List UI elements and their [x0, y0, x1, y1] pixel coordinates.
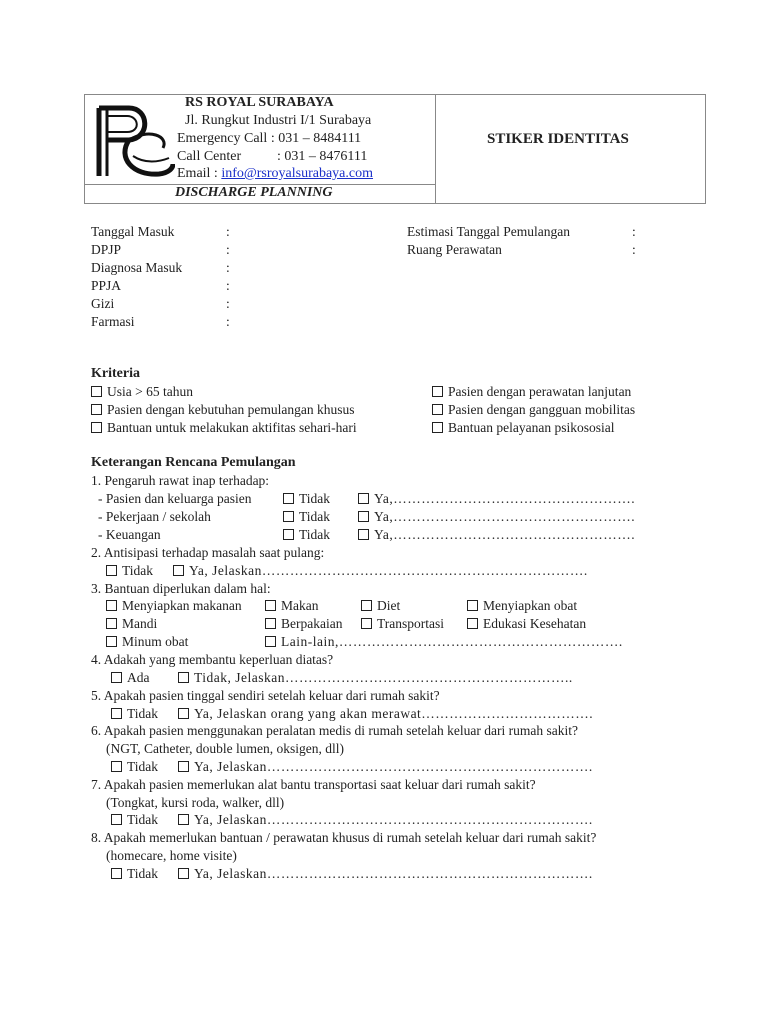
checkbox[interactable] [467, 600, 478, 611]
option-label: Edukasi Kesehatan [483, 616, 587, 631]
checkbox[interactable] [283, 529, 294, 540]
q2-yes-option[interactable] [173, 563, 588, 579]
question-3: 3. Bantuan diperlukan dalam hal: [91, 581, 271, 596]
rs-monogram-logo-icon [89, 98, 175, 182]
checkbox[interactable] [283, 511, 294, 522]
option-label: Tidak [127, 759, 159, 774]
kriteria-label: Pasien dengan gangguan mobilitas [448, 402, 636, 417]
header-divider-vertical [435, 95, 436, 203]
checkbox[interactable] [358, 511, 369, 522]
option-label: Diet [377, 598, 401, 613]
q3-option[interactable] [106, 616, 157, 632]
q1-row-label: - Pekerjaan / sekolah [98, 509, 211, 524]
q3-option[interactable] [265, 634, 623, 650]
option-label: Minum obat [122, 634, 189, 649]
kriteria-item[interactable] [432, 402, 635, 418]
info-label: Gizi [91, 296, 115, 311]
kriteria-item[interactable] [91, 402, 354, 418]
checkbox[interactable] [111, 814, 122, 825]
q3-option[interactable] [106, 598, 242, 614]
option-label: Transportasi [377, 616, 445, 631]
checkbox[interactable] [361, 618, 372, 629]
question-7-examples: (Tongkat, kursi roda, walker, dll) [106, 795, 285, 810]
option-label: Tidak [127, 706, 159, 721]
q8-no-option[interactable] [111, 866, 158, 882]
q3-option[interactable] [361, 616, 444, 632]
info-sep: : [632, 224, 636, 239]
checkbox[interactable] [106, 565, 117, 576]
q8-yes-option[interactable] [178, 866, 593, 882]
question-8: 8. Apakah memerlukan bantuan / perawatan khusus di rumah setelah keluar dari rumah sakit? [91, 830, 597, 845]
info-sep: : [226, 224, 230, 239]
checkbox[interactable] [91, 422, 102, 433]
call-center-value: : 031 – 8476111 [277, 149, 368, 164]
info-sep: : [226, 278, 230, 293]
question-6-examples: (NGT, Catheter, double lumen, oksigen, dll) [106, 741, 345, 756]
q3-option[interactable] [467, 598, 577, 614]
checkbox[interactable] [173, 565, 184, 576]
option-label: Ya, Jelaskan orang yang akan merawat………………………………. [194, 706, 594, 721]
kriteria-label: Pasien dengan kebutuhan pemulangan khusus [107, 402, 355, 417]
checkbox[interactable] [111, 868, 122, 879]
kriteria-item[interactable] [432, 420, 614, 436]
checkbox[interactable] [358, 493, 369, 504]
q1-row-label: - Pasien dan keluarga pasien [98, 491, 252, 506]
option-label: Ya,……………………………………………. [374, 527, 636, 542]
kriteria-label: Bantuan pelayanan psikososial [448, 420, 615, 435]
option-label: Tidak [299, 527, 331, 542]
option-label: Tidak [127, 866, 159, 881]
info-label: PPJA [91, 278, 122, 293]
question-4: 4. Adakah yang membantu keperluan diatas? [91, 652, 334, 667]
email-line [177, 166, 373, 182]
kriteria-label: Bantuan untuk melakukan aktifitas sehari-hari [107, 420, 357, 435]
option-label: Ya,……………………………………………. [374, 491, 636, 506]
q7-no-option[interactable] [111, 812, 158, 828]
checkbox[interactable] [178, 672, 189, 683]
q3-option[interactable] [265, 598, 319, 614]
checkbox[interactable] [178, 761, 189, 772]
info-label: Estimasi Tanggal Pemulangan [407, 224, 571, 239]
question-6: 6. Apakah pasien menggunakan peralatan medis di rumah setelah keluar dari rumah sakit? [91, 723, 578, 738]
option-label: Ya, Jelaskan……………………………………………………………. [194, 759, 593, 774]
checkbox[interactable] [358, 529, 369, 540]
question-7: 7. Apakah pasien memerlukan alat bantu transportasi saat keluar dari rumah sakit? [91, 777, 536, 792]
checkbox[interactable] [432, 404, 443, 415]
checkbox[interactable] [111, 672, 122, 683]
info-sep: : [226, 242, 230, 257]
header-box [84, 94, 706, 204]
q4-no-option[interactable] [111, 670, 150, 686]
info-label: Tanggal Masuk [91, 224, 175, 239]
kriteria-title: Kriteria [91, 366, 140, 381]
option-label: Ya,……………………………………………. [374, 509, 636, 524]
sticker-identitas: STIKER IDENTITAS [487, 131, 629, 147]
q5-no-option[interactable] [111, 706, 158, 722]
option-label: Menyiapkan obat [483, 598, 578, 613]
info-label: Ruang Perawatan [407, 242, 502, 257]
option-label: Berpakaian [281, 616, 343, 631]
kriteria-item[interactable] [432, 384, 631, 400]
q1-no-option[interactable] [283, 491, 330, 507]
checkbox[interactable] [432, 386, 443, 397]
hospital-address: Jl. Rungkut Industri I/1 Surabaya [185, 113, 372, 128]
checkbox[interactable] [432, 422, 443, 433]
option-label: Lain-lain,……………………………………………………. [281, 634, 623, 649]
q4-yes-option[interactable] [178, 670, 573, 686]
checkbox[interactable] [111, 761, 122, 772]
info-label: Farmasi [91, 314, 135, 329]
q7-yes-option[interactable] [178, 812, 593, 828]
q3-option[interactable] [467, 616, 586, 632]
info-sep: : [226, 296, 230, 311]
kriteria-label: Pasien dengan perawatan lanjutan [448, 384, 632, 399]
q3-option[interactable] [106, 634, 188, 650]
option-label: Tidak, Jelaskan…………………………………………………….. [194, 670, 573, 685]
q6-no-option[interactable] [111, 759, 158, 775]
option-label: Tidak [299, 509, 331, 524]
checkbox[interactable] [91, 404, 102, 415]
info-sep: : [226, 260, 230, 275]
info-label: DPJP [91, 242, 122, 257]
question-5: 5. Apakah pasien tinggal sendiri setelah keluar dari rumah sakit? [91, 688, 440, 703]
q1-no-option[interactable] [283, 509, 330, 525]
checkbox[interactable] [178, 814, 189, 825]
call-center-label: Call Center [177, 149, 242, 164]
option-label: Ada [127, 670, 150, 685]
option-label: Tidak [122, 563, 154, 578]
email-link[interactable]: info@rsroyalsurabaya.com [221, 166, 374, 181]
checkbox[interactable] [106, 636, 117, 647]
option-label: Ya, Jelaskan……………………………………………………………. [194, 812, 593, 827]
q1-yes-option[interactable] [358, 491, 635, 507]
q2-no-option[interactable] [106, 563, 153, 579]
checkbox[interactable] [178, 708, 189, 719]
kriteria-label: Usia > 65 tahun [107, 384, 193, 399]
checkbox[interactable] [265, 618, 276, 629]
option-label: Tidak [299, 491, 331, 506]
info-sep: : [632, 242, 636, 257]
q1-row-label: - Keuangan [98, 527, 161, 542]
checkbox[interactable] [467, 618, 478, 629]
kriteria-item[interactable] [91, 384, 193, 400]
q3-option[interactable] [361, 598, 400, 614]
option-label: Makan [281, 598, 319, 613]
q6-yes-option[interactable] [178, 759, 593, 775]
checkbox[interactable] [265, 600, 276, 611]
form-title: DISCHARGE PLANNING [175, 185, 333, 200]
checkbox[interactable] [106, 618, 117, 629]
option-label: Ya, Jelaskan……………………………………………………………. [194, 866, 593, 881]
q5-yes-option[interactable] [178, 706, 593, 722]
checkbox[interactable] [283, 493, 294, 504]
option-label: Mandi [122, 616, 158, 631]
question-8-examples: (homecare, home visite) [106, 848, 237, 863]
question-1: 1. Pengaruh rawat inap terhadap: [91, 473, 270, 488]
q1-yes-option[interactable] [358, 527, 635, 543]
q1-yes-option[interactable] [358, 509, 635, 525]
rencana-title: Keterangan Rencana Pemulangan [91, 455, 296, 470]
checkbox[interactable] [91, 386, 102, 397]
checkbox[interactable] [111, 708, 122, 719]
q3-option[interactable] [265, 616, 342, 632]
checkbox[interactable] [265, 636, 276, 647]
kriteria-item[interactable] [91, 420, 357, 436]
checkbox[interactable] [178, 868, 189, 879]
info-sep: : [226, 314, 230, 329]
checkbox[interactable] [361, 600, 372, 611]
question-2: 2. Antisipasi terhadap masalah saat pulang: [91, 545, 325, 560]
hospital-name: RS ROYAL SURABAYA [185, 95, 334, 110]
q1-no-option[interactable] [283, 527, 330, 543]
option-label: Menyiapkan makanan [122, 598, 242, 613]
checkbox[interactable] [106, 600, 117, 611]
emergency-call: Emergency Call : 031 – 8484111 [177, 131, 362, 146]
info-label: Diagnosa Masuk [91, 260, 183, 275]
option-label: Ya, Jelaskan……………………………………………………………. [189, 563, 588, 578]
option-label: Tidak [127, 812, 159, 827]
email-label: Email : [177, 166, 222, 181]
